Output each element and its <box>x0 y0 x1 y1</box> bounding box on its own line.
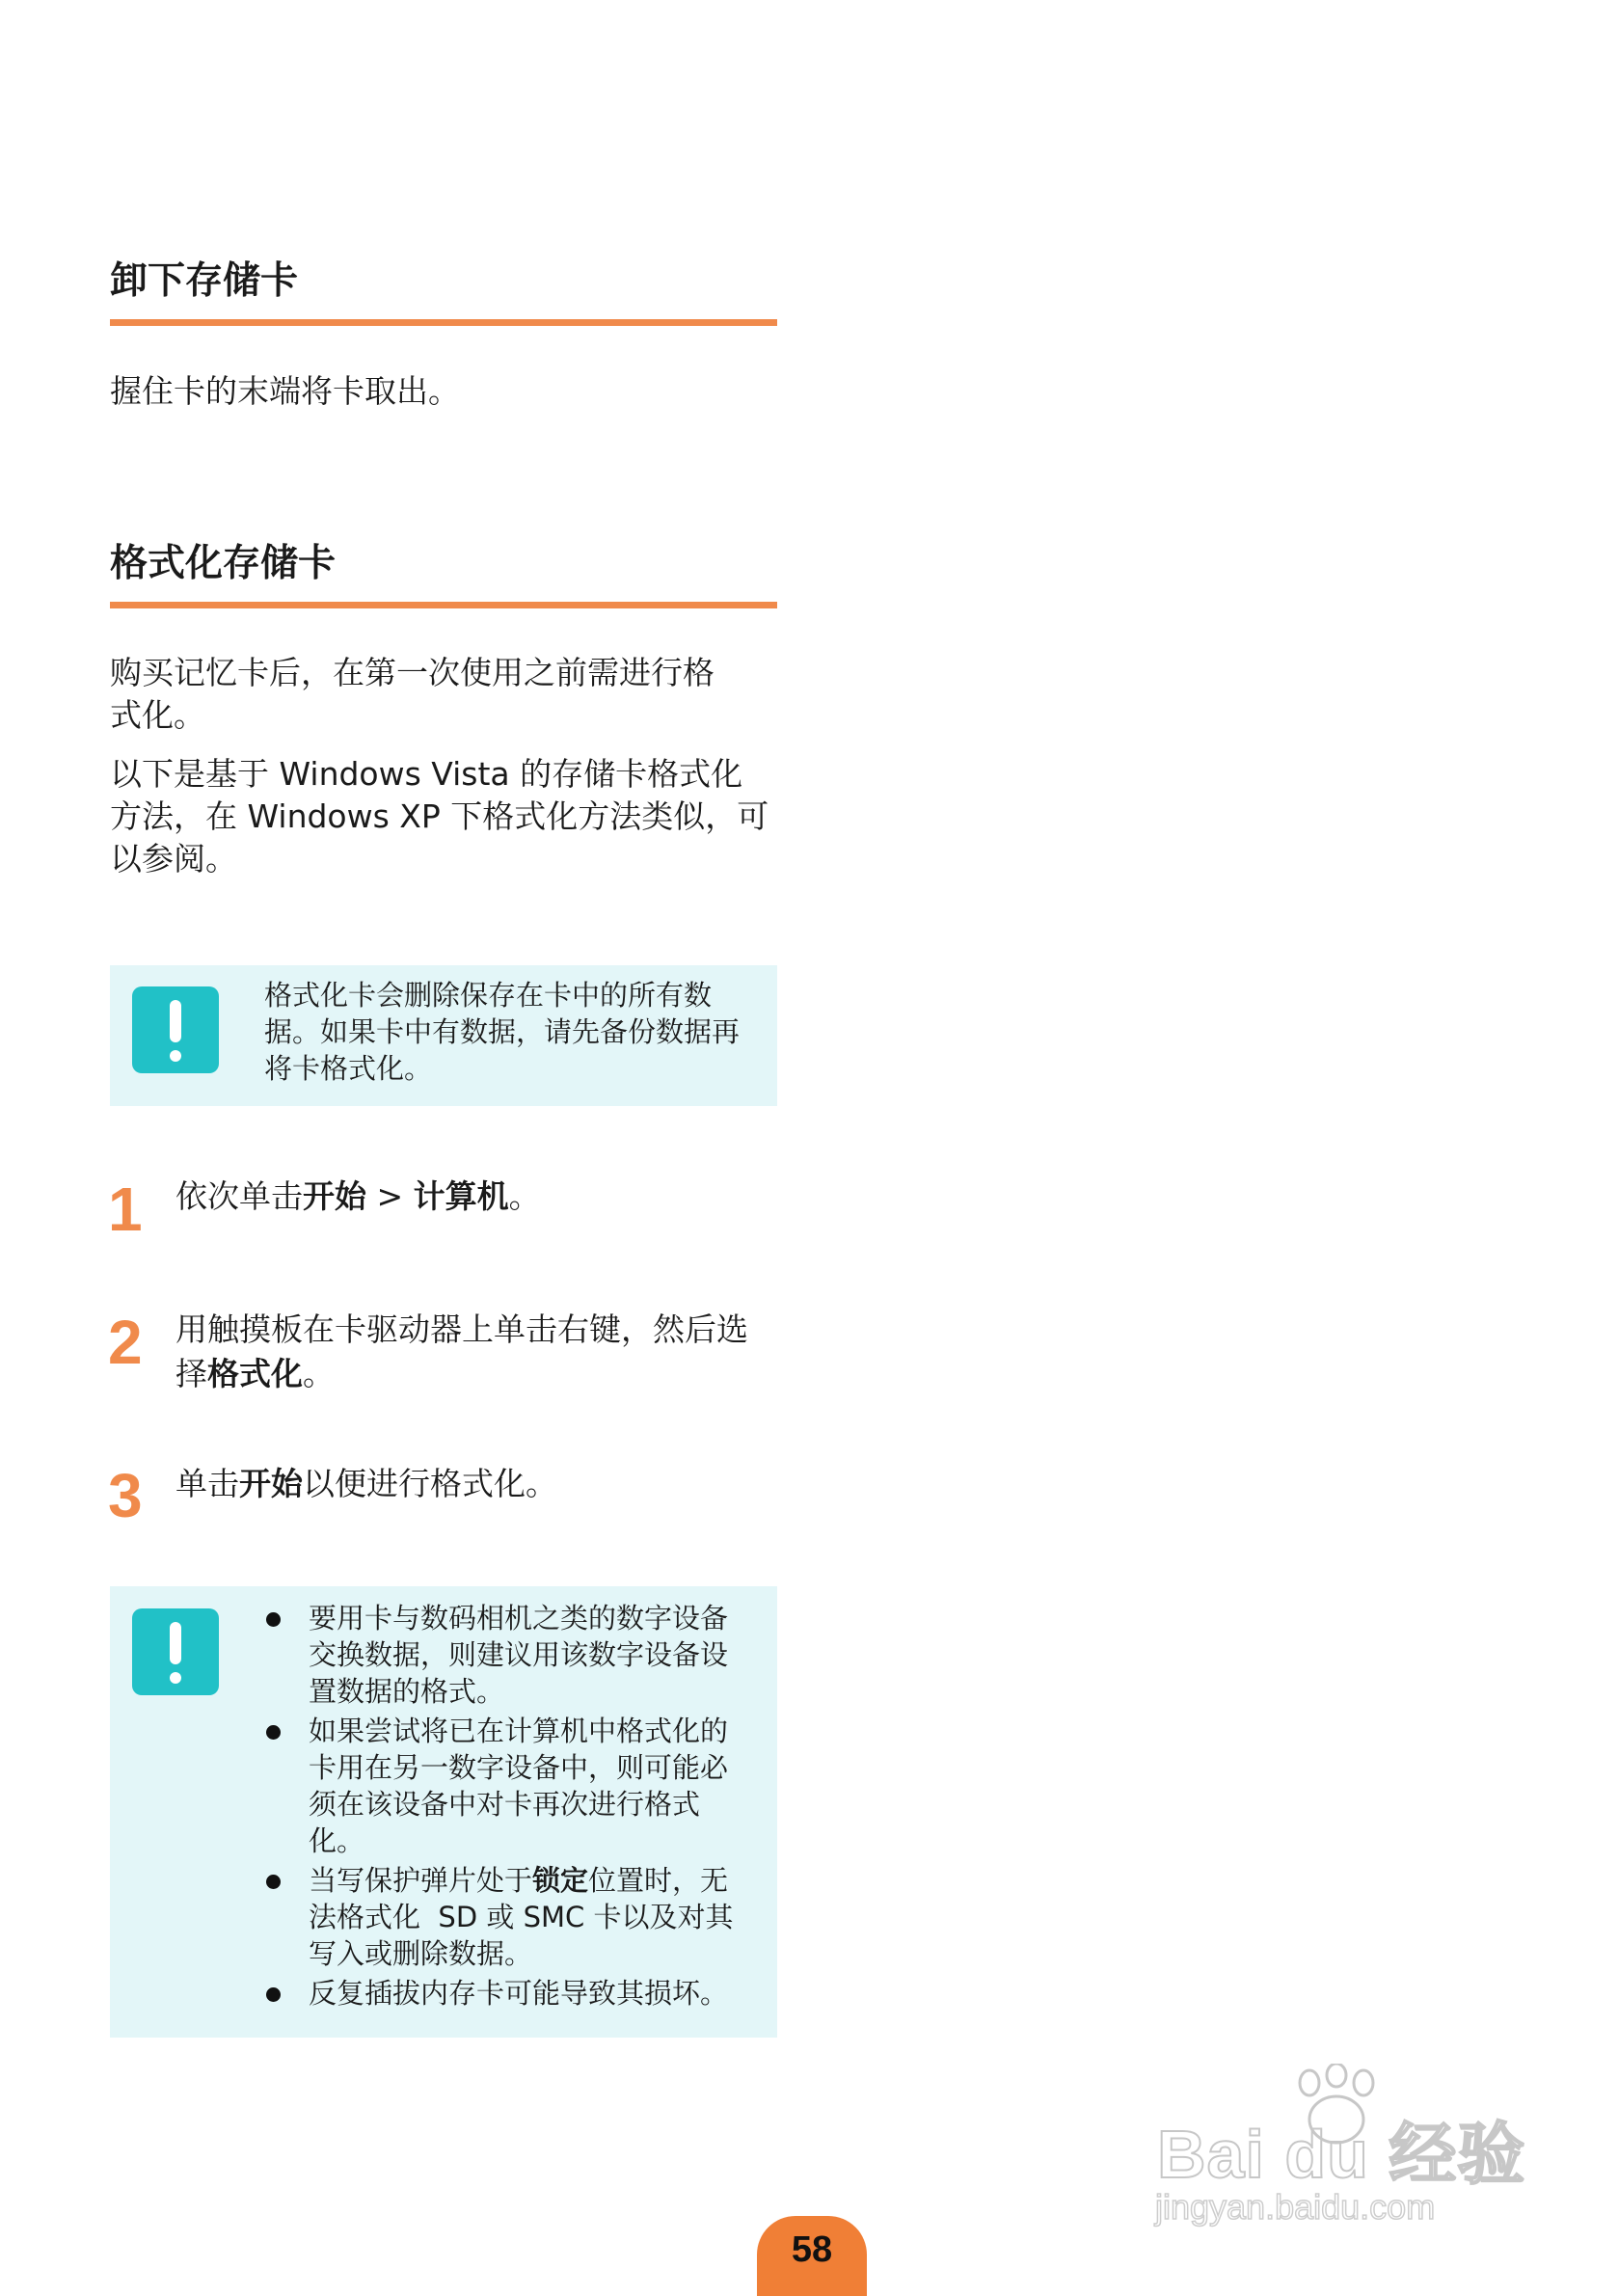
text-segment: 依次单击 <box>175 1177 303 1215</box>
step-number: 2 <box>108 1308 143 1377</box>
text-line: 要用卡与数码相机之类的数字设备 <box>309 1602 729 1634</box>
step-number: 3 <box>108 1461 143 1530</box>
text-line <box>309 1862 766 1899</box>
text-line: 反复插拔内存卡可能导致其损坏。 <box>309 1977 729 2010</box>
text-segment: 位置时，无 <box>588 1864 729 1897</box>
section-heading-remove-card: 卸下存储卡 <box>110 262 777 326</box>
step-text <box>175 1308 773 1396</box>
step-number: 1 <box>108 1175 143 1244</box>
list-item <box>264 1713 766 1859</box>
baidu-jingyan-watermark <box>1147 2064 1533 2237</box>
format-intro-paragraph <box>110 652 785 737</box>
watermark-logo-text: Bai du 经验 <box>1157 2117 1526 2192</box>
text-segment: > <box>366 1177 414 1215</box>
text-line: 将卡格式化。 <box>264 1052 433 1085</box>
bullet-list <box>264 1600 766 2012</box>
text-line: 格式化卡会删除保存在卡中的所有数 <box>264 979 713 1012</box>
text-line: 法格式化 SD 或 SMC 卡以及对其 <box>309 1901 734 1933</box>
remove-card-text: 握住卡的末端将卡取出。 <box>110 372 460 410</box>
text-line: 须在该设备中对卡再次进行格式 <box>309 1788 701 1821</box>
text-segment: 当写保护弹片处于 <box>309 1864 533 1897</box>
caution-note-text <box>264 1600 766 2014</box>
page-number: 58 <box>791 2229 833 2270</box>
ui-term: 锁定 <box>532 1864 589 1897</box>
text-line: 方法，在 Windows XP 下格式化方法类似，可 <box>110 797 769 835</box>
text-line: 式化。 <box>110 696 205 734</box>
text-line: 交换数据，则建议用该数字设备设 <box>309 1638 729 1671</box>
text-segment: 单击 <box>175 1465 239 1502</box>
ui-term: 开始 <box>303 1177 366 1215</box>
list-item <box>264 1975 766 2012</box>
ui-term: 开始 <box>239 1465 303 1502</box>
list-item <box>264 1862 766 1972</box>
list-item <box>264 1600 766 1710</box>
section-heading-format-card: 格式化存储卡 <box>110 545 777 608</box>
ui-term: 计算机 <box>413 1177 509 1215</box>
text-segment: 以便进行格式化。 <box>303 1465 557 1502</box>
warning-note <box>110 965 777 1106</box>
text-line: 购买记忆卡后，在第一次使用之前需进行格 <box>110 654 715 691</box>
text-segment: 。 <box>508 1177 541 1215</box>
text-line: 据。如果卡中有数据，请先备份数据再 <box>264 1015 741 1048</box>
text-segment: 择 <box>175 1355 207 1392</box>
step-text <box>175 1462 773 1506</box>
text-line: 化。 <box>309 1824 365 1857</box>
exclamation-icon <box>132 1608 219 1695</box>
page-number-tab <box>757 2216 867 2296</box>
text-line: 用触摸板在卡驱动器上单击右键，然后选 <box>175 1310 748 1348</box>
text-segment: 。 <box>303 1355 335 1392</box>
text-line: 如果尝试将已在计算机中格式化的 <box>309 1715 729 1747</box>
warning-note-text <box>264 977 766 1087</box>
text-line: 以参阅。 <box>110 840 237 878</box>
step-text <box>175 1175 773 1219</box>
caution-note <box>110 1586 777 2038</box>
text-line <box>175 1352 773 1396</box>
text-line: 置数据的格式。 <box>309 1675 505 1708</box>
ui-term: 格式化 <box>207 1355 303 1392</box>
format-method-paragraph <box>110 753 785 880</box>
text-line: 写入或删除数据。 <box>309 1937 533 1970</box>
watermark-url: jingyan.baidu.com <box>1155 2187 1436 2227</box>
exclamation-icon <box>132 986 219 1073</box>
text-line: 以下是基于 Windows Vista 的存储卡格式化 <box>110 755 743 793</box>
text-line: 卡用在另一数字设备中，则可能必 <box>309 1751 729 1784</box>
